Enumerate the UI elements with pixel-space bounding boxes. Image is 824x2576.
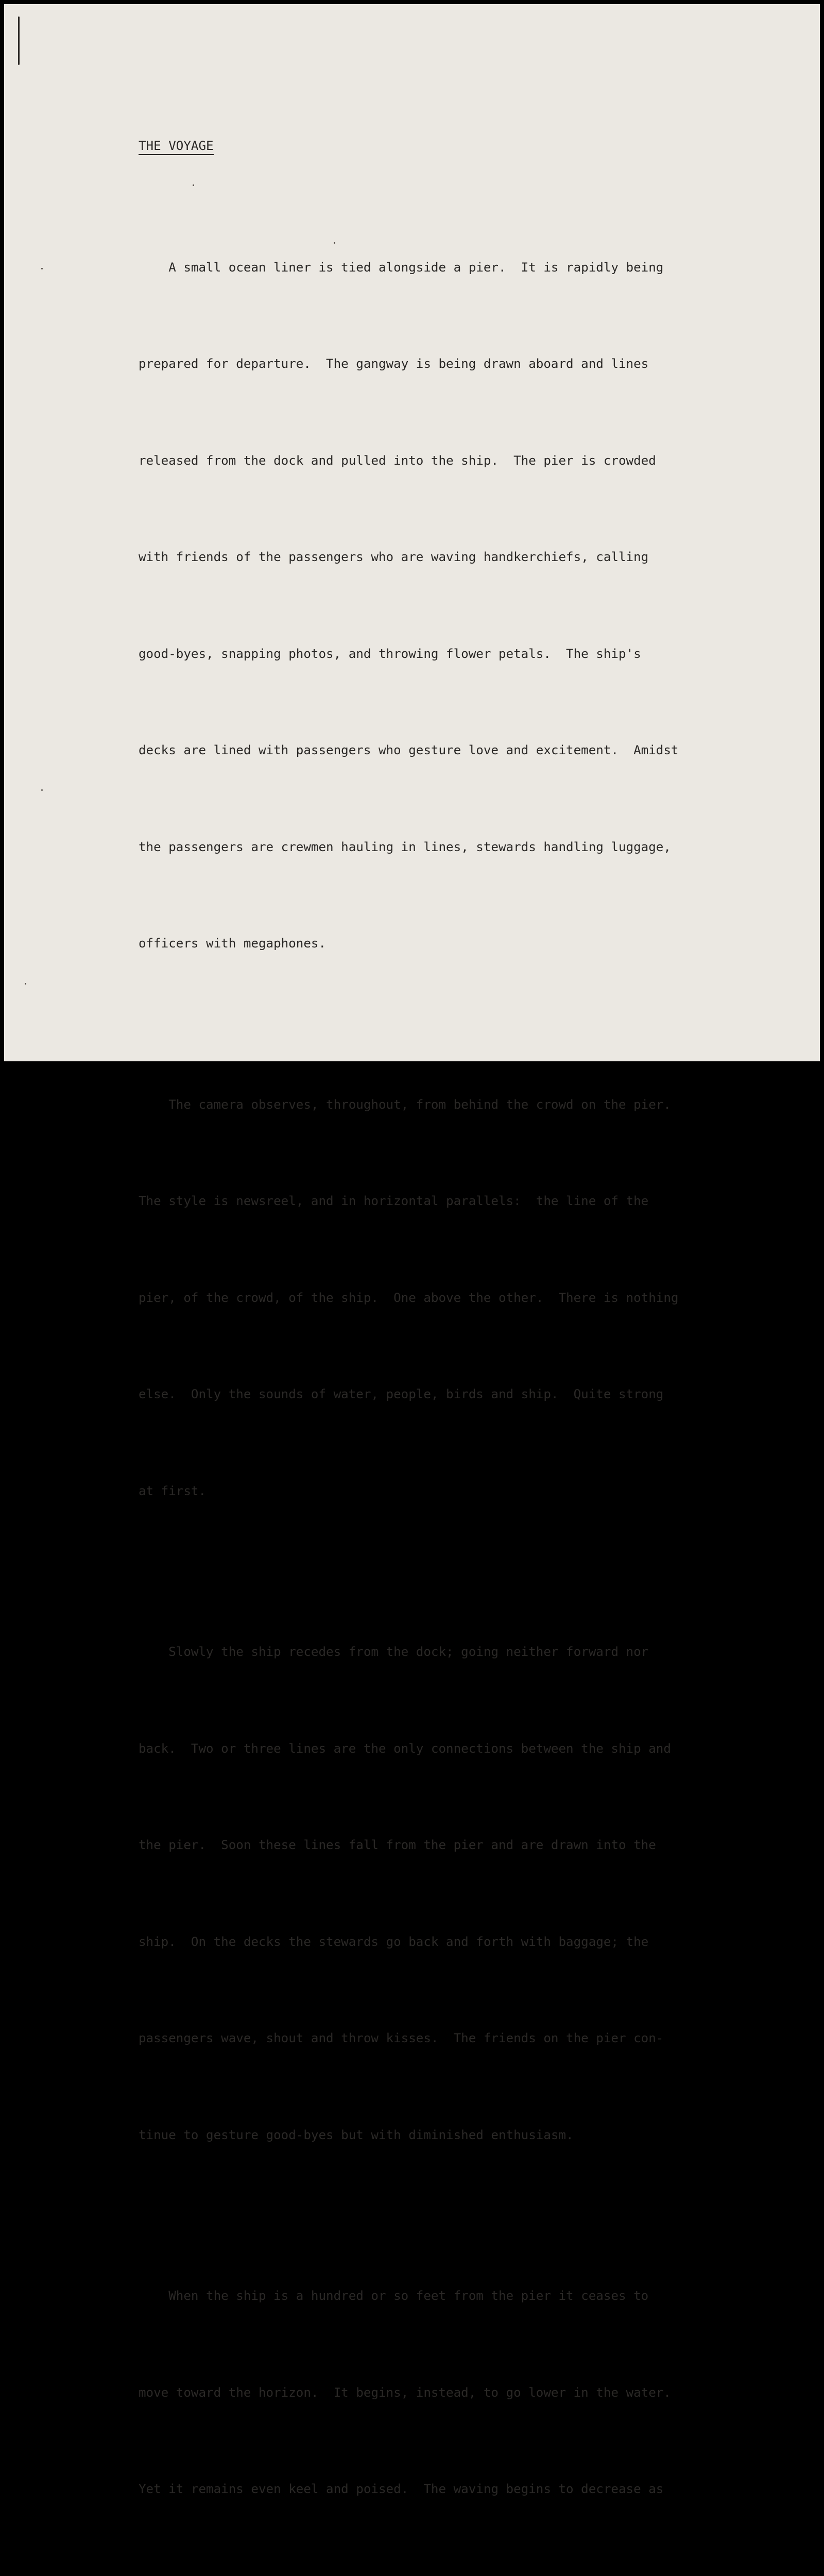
document-body bbox=[139, 130, 731, 2576]
text-line: at first. bbox=[139, 1475, 731, 1507]
text-line: with friends of the passengers who are waving handkerchiefs, calling bbox=[139, 541, 731, 573]
speck bbox=[41, 268, 43, 269]
text-line: The style is newsreel, and in horizontal parallels: the line of the bbox=[139, 1185, 731, 1217]
text-line: move toward the horizon. It begins, instead, to go lower in the water. bbox=[139, 2377, 731, 2409]
document-title bbox=[139, 130, 731, 162]
document-title-text: THE VOYAGE bbox=[139, 139, 214, 155]
text-line: decks are lined with passengers who gesture love and excitement. Amidst bbox=[139, 734, 731, 767]
speck bbox=[41, 789, 43, 791]
text-line: back. Two or three lines are the only connections between the ship and bbox=[139, 1733, 731, 1765]
text-line: Slowly the ship recedes from the dock; going neither forward nor bbox=[139, 1636, 731, 1668]
text-line: The camera observes, throughout, from behind the crowd on the pier. bbox=[139, 1089, 731, 1121]
document-page bbox=[4, 4, 820, 1061]
text-line: else. Only the sounds of water, people, birds and ship. Quite strong bbox=[139, 1378, 731, 1411]
text-line: pier, of the crowd, of the ship. One above the other. There is nothing bbox=[139, 1282, 731, 1314]
text-line: officers with megaphones. bbox=[139, 927, 731, 960]
speck bbox=[25, 983, 26, 985]
text-line: When the ship is a hundred or so feet from the pier it ceases to bbox=[139, 2280, 731, 2312]
paragraph-1 bbox=[139, 187, 731, 1024]
text-line: passengers wave, shout and throw kisses. The friends on the pier con- bbox=[139, 2022, 731, 2055]
text-line bbox=[139, 2570, 731, 2576]
paragraph-4 bbox=[139, 2215, 731, 2576]
text-line: Yet it remains even keel and poised. The waving begins to decrease as bbox=[139, 2473, 731, 2505]
text-line: prepared for departure. The gangway is being drawn aboard and lines bbox=[139, 348, 731, 380]
text-line: ship. On the decks the stewards go back and forth with baggage; the bbox=[139, 1926, 731, 1958]
text-line: the passengers are crewmen hauling in lines, stewards handling luggage, bbox=[139, 831, 731, 863]
paragraph-3 bbox=[139, 1571, 731, 2215]
text-line: A small ocean liner is tied alongside a pier. It is rapidly being bbox=[139, 251, 731, 284]
text-line: tinue to gesture good-byes but with diminished enthusiasm. bbox=[139, 2119, 731, 2151]
paragraph-2 bbox=[139, 1024, 731, 1572]
text-line: released from the dock and pulled into the ship. The pier is crowded bbox=[139, 445, 731, 477]
binder-mark bbox=[18, 16, 20, 65]
text-line: the pier. Soon these lines fall from the pier and are drawn into the bbox=[139, 1829, 731, 1861]
text-line: good-byes, snapping photos, and throwing flower petals. The ship's bbox=[139, 638, 731, 670]
